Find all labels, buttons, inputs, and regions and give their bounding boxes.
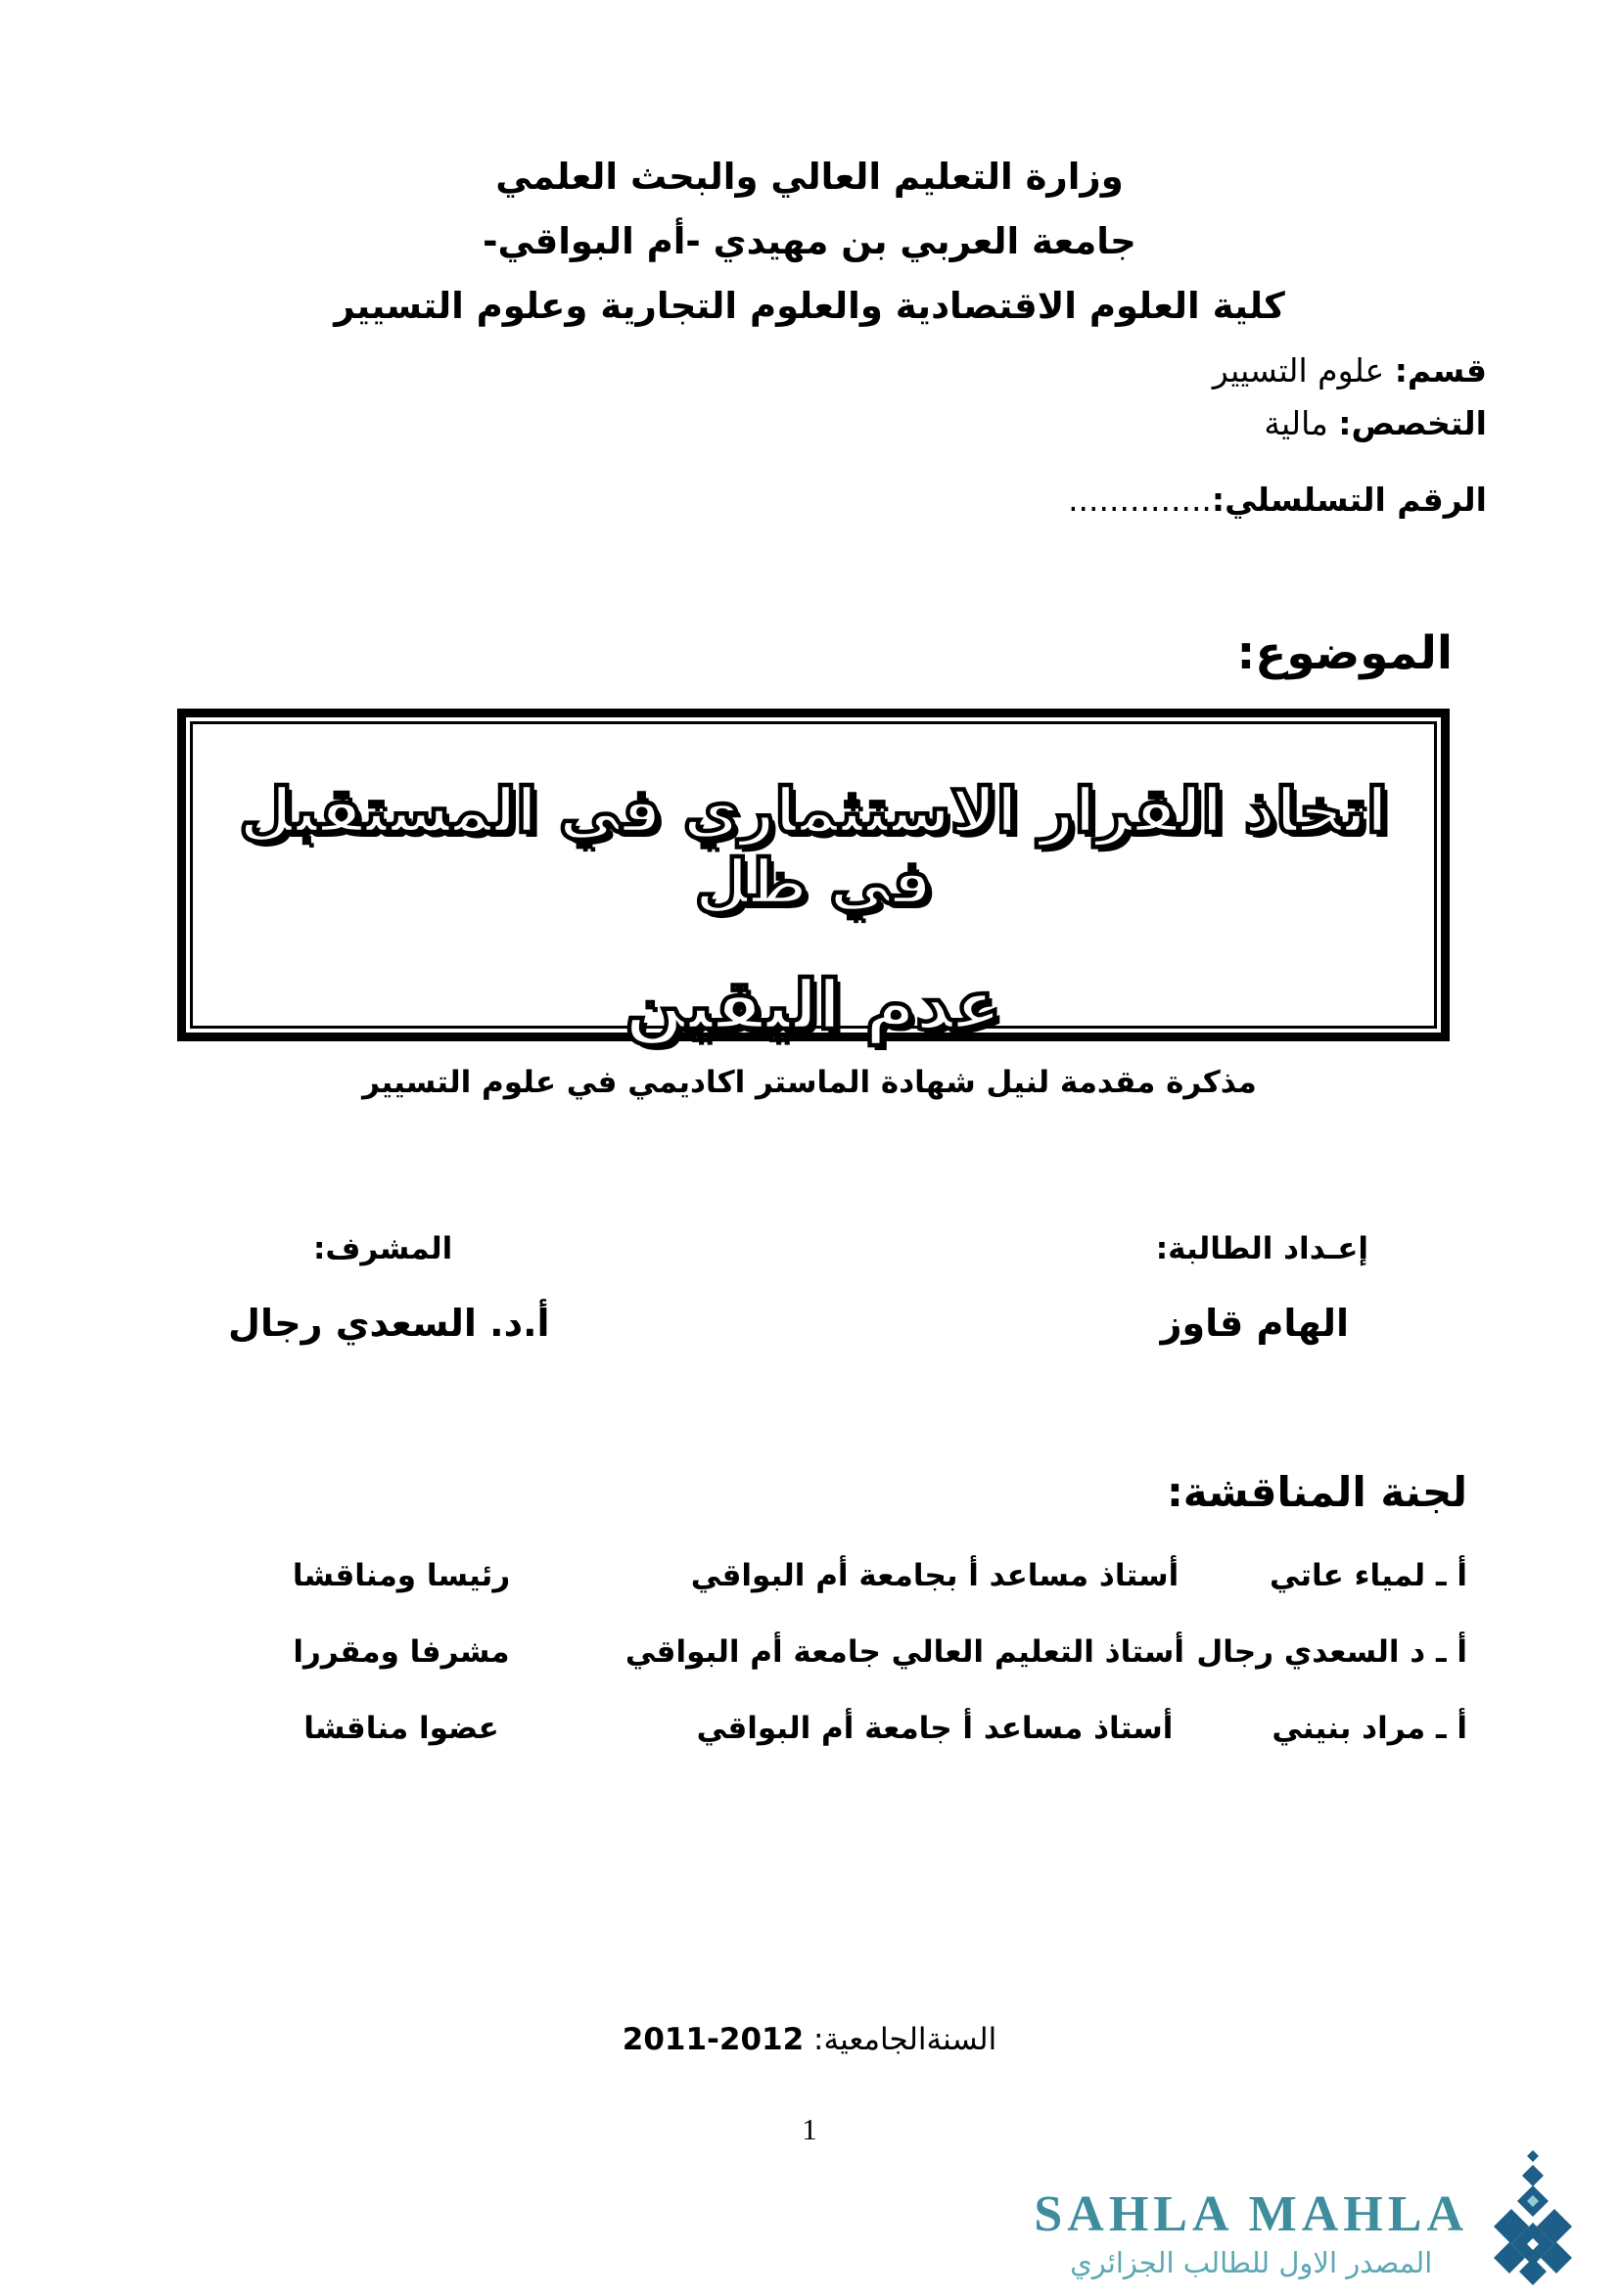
thesis-title-box <box>177 709 1450 1045</box>
student-label: إعـداد الطالبة: <box>1155 1231 1368 1266</box>
committee-member-role: عضوا مناقشا <box>303 1711 499 1746</box>
supervisor-name: أ.د. السعدي رجال <box>228 1302 550 1345</box>
department-line <box>1068 344 1487 397</box>
serial-dots: .............. <box>1068 481 1212 519</box>
header-block <box>0 145 1619 339</box>
committee-row <box>152 1711 1467 1787</box>
academic-year-label: السنةالجامعية: <box>804 2022 997 2057</box>
degree-subtitle: مذكرة مقدمة لنيل شهادة الماستر اكاديمي في علوم التسيير <box>362 1065 1257 1100</box>
thesis-title-line1: اتخاذ القرار الاستثماري في المستقبل في ظل <box>239 775 1388 918</box>
specialization-line <box>1068 397 1487 450</box>
thesis-title-line2: عدم اليقين <box>624 965 1002 1045</box>
kufic-calligraphy-icon <box>1472 2147 1590 2296</box>
specialization-label: التخصص: <box>1338 404 1487 442</box>
committee-member-title: أستاذ التعليم العالي جامعة أم البواقي <box>624 1634 1184 1670</box>
committee-member-name: أ ـ لمياء عاتي <box>1270 1558 1467 1593</box>
committee-heading: لجنة المناقشة: <box>1166 1468 1467 1516</box>
department-block <box>1068 344 1487 527</box>
committee-member-title: أستاذ مساعد أ جامعة أم البواقي <box>696 1711 1174 1746</box>
logo-text-block <box>1034 2181 1468 2279</box>
committee-member-role: رئيسا ومناقشا <box>292 1558 511 1593</box>
specialization-value: مالية <box>1264 404 1339 442</box>
university-line: جامعة العربي بن مهيدي -أم البواقي- <box>483 220 1136 262</box>
committee-row <box>152 1558 1467 1634</box>
committee-row <box>152 1634 1467 1711</box>
page-number: 1 <box>802 2112 817 2146</box>
sahla-mahla-logo <box>1034 2181 1590 2296</box>
subject-heading: الموضوع: <box>1236 626 1453 680</box>
faculty-line: كلية العلوم الاقتصادية والعلوم التجارية وعلوم التسيير <box>334 285 1285 327</box>
committee-table <box>152 1558 1467 1793</box>
department-label: قسم: <box>1394 351 1487 390</box>
committee-member-name: أ ـ د السعدي رجال <box>1196 1634 1467 1670</box>
ministry-line: وزارة التعليم العالي والبحث العلمي <box>495 156 1124 198</box>
committee-member-role: مشرفا ومقررا <box>293 1634 510 1670</box>
logo-tagline: المصدر الاول للطالب الجزائري <box>1070 2245 1433 2279</box>
committee-member-title: أستاذ مساعد أ بجامعة أم البواقي <box>690 1558 1180 1593</box>
committee-member-name: أ ـ مراد بنيني <box>1272 1711 1467 1746</box>
serial-number-line <box>1068 474 1487 527</box>
department-value: علوم التسيير <box>1212 351 1395 390</box>
academic-year-line <box>0 2022 1619 2057</box>
serial-label: الرقم التسلسلي: <box>1211 481 1487 519</box>
logo-wordmark: SAHLA MAHLA <box>1034 2186 1468 2242</box>
academic-year-value: 2012-2011 <box>622 2022 805 2057</box>
student-name: الهام قاوز <box>1160 1302 1349 1345</box>
supervisor-label: المشرف: <box>313 1231 453 1266</box>
thesis-title-box-inner <box>190 721 1437 1045</box>
